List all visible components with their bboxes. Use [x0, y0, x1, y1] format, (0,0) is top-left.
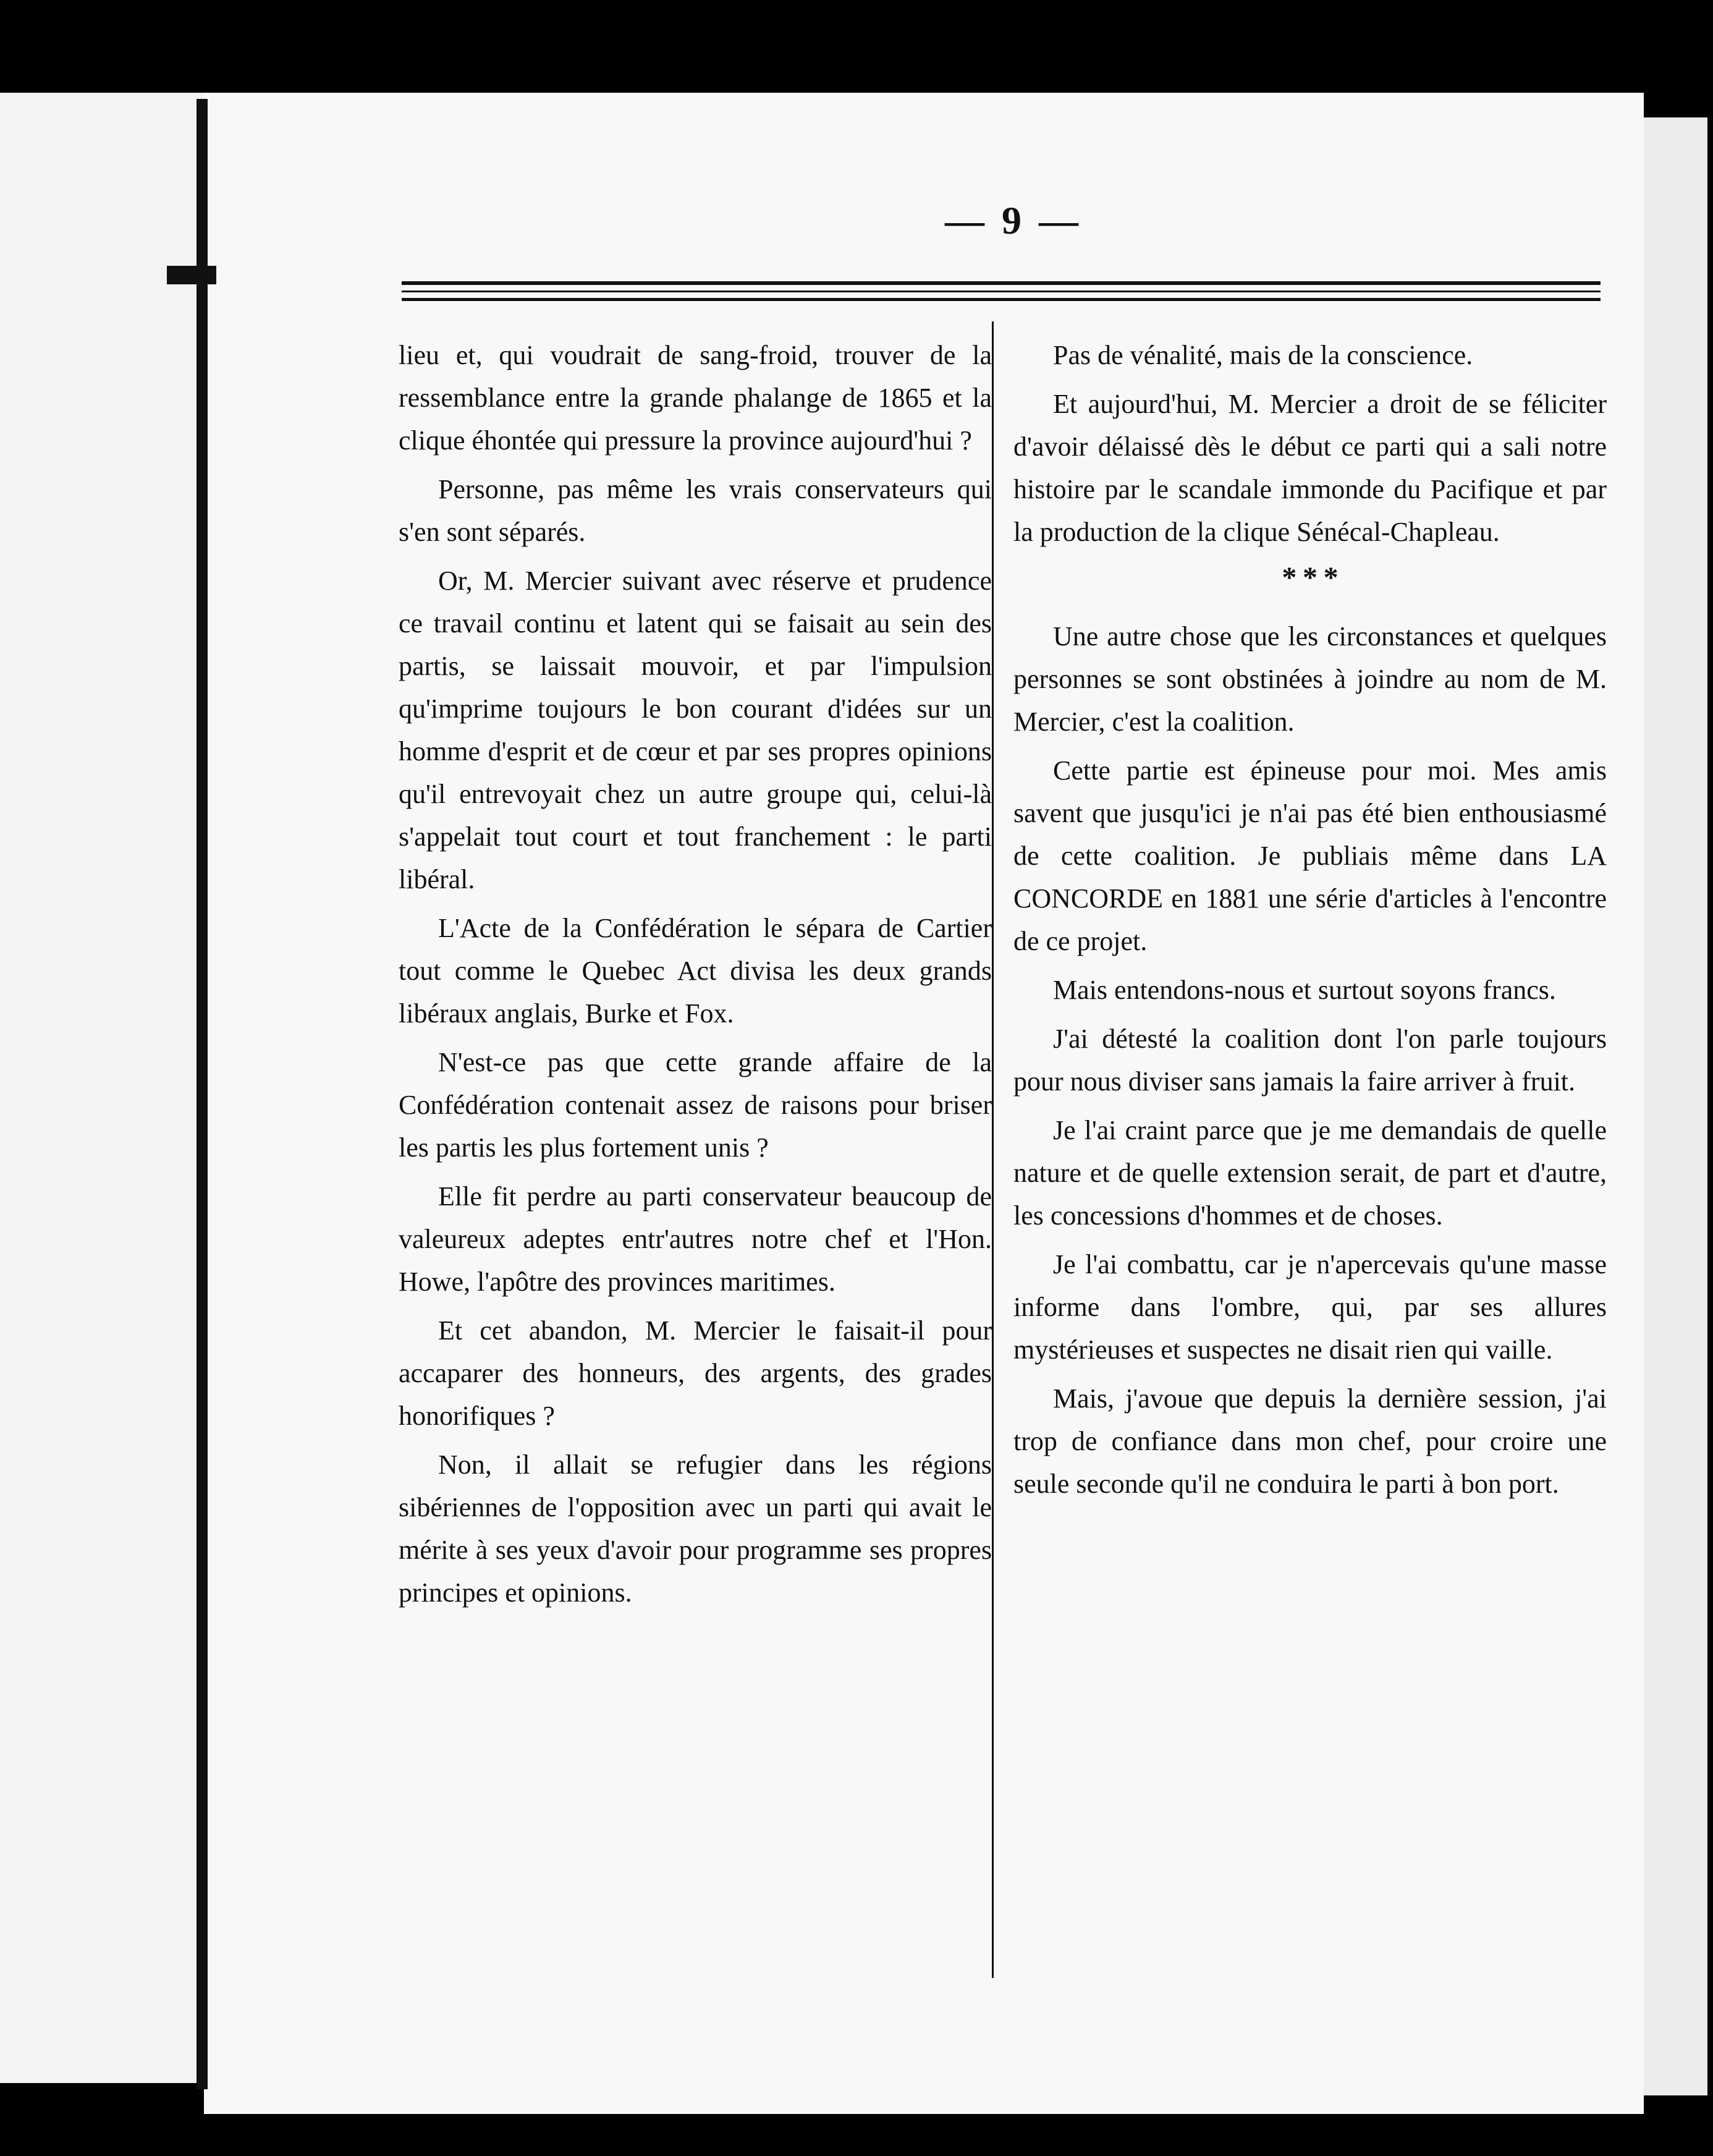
header-rule	[402, 291, 1601, 292]
paragraph: Elle fit perdre au parti conservateur beaucoup de valeureux adeptes entr'autres notre chef et l'Hon. Howe, l'apôtre des provinces maritimes.	[399, 1181, 992, 1297]
paragraph: Et aujourd'hui, M. Mercier a droit de se féliciter d'avoir délaissé dès le début ce parti qui a sali notre histoire par le scandale immonde du Pacifique et par la production de la clique Sénécal-Chapleau.	[1013, 389, 1607, 547]
paragraph: lieu et, qui voudrait de sang-froid, trouver de la ressemblance entre la grande phalange de 1865 et la clique éhontée qui pressure la province aujourd'hui ?	[399, 340, 992, 456]
paragraph: N'est-ce pas que cette grande affaire de la Confédération contenait assez de raisons pour briser les partis les plus fortement unis ?	[399, 1047, 992, 1163]
paragraph: Une autre chose que les circonstances et quelques personnes se sont obstinées à joindre au nom de M. Mercier, c'est la coalition.	[1013, 621, 1607, 737]
book-spine	[197, 99, 208, 2089]
left-column	[399, 334, 992, 1620]
paragraph: L'Acte de la Confédération le sépara de Cartier tout comme le Quebec Act divisa les deux grands libéraux anglais, Burke et Fox.	[399, 913, 992, 1029]
paragraph: Je l'ai craint parce que je me demandais de quelle nature et de quelle extension serait, de part et d'autre, les concessions d'hommes et de choses.	[1013, 1115, 1607, 1231]
facing-page-edge	[0, 93, 204, 2083]
paragraph: Personne, pas même les vrais conservateurs qui s'en sont séparés.	[399, 474, 992, 547]
spine-binding-mark	[167, 266, 216, 284]
paragraph: Non, il allait se refugier dans les régions sibériennes de l'opposition avec un parti qui avait le mérite à ses yeux d'avoir pour programme ses propres principes et opinions.	[399, 1449, 992, 1608]
right-column	[1013, 334, 1607, 1511]
paragraph: J'ai détesté la coalition dont l'on parle toujours pour nous diviser sans jamais la faire arriver à fruit.	[1013, 1024, 1607, 1097]
paragraph: Mais entendons-nous et surtout soyons francs.	[1053, 975, 1556, 1005]
paragraph: Et cet abandon, M. Mercier le faisait-il pour accaparer des honneurs, des argents, des grades honorifiques ?	[399, 1315, 992, 1431]
page-number: — 9 —	[945, 198, 1082, 242]
paragraph: Or, M. Mercier suivant avec réserve et prudence ce travail continu et latent qui se faisait au sein des partis, se laissait mouvoir, et par l'impulsion qu'imprime toujours le bon courant d'idées sur un homme d'esprit et de cœur et par ses propres opinions qu'il entrevoyait chez un autre groupe qui, celui-là s'appelait tout court et tout franchement : le parti libéral.	[399, 566, 992, 894]
header-rule	[402, 298, 1601, 301]
paragraph: Cette partie est épineuse pour moi. Mes amis savent que jusqu'ici je n'ai pas été bien enthousiasmé de cette coalition. Je publiais même dans LA CONCORDE en 1881 une série d'articles à l'encontre de ce projet.	[1013, 755, 1607, 956]
paragraph: Mais, j'avoue que depuis la dernière session, j'ai trop de confiance dans mon chef, pour croire une seule seconde qu'il ne conduira le parti à bon port.	[1013, 1383, 1607, 1499]
column-divider	[992, 321, 994, 1978]
paragraph: Pas de vénalité, mais de la conscience.	[1053, 340, 1473, 370]
section-break-asterisks: * * *	[1282, 561, 1339, 594]
paragraph: Je l'ai combattu, car je n'apercevais qu'une masse informe dans l'ombre, qui, par ses allures mystérieuses et suspectes ne disait rien qui vaille.	[1013, 1249, 1607, 1365]
header-rule	[402, 281, 1601, 285]
